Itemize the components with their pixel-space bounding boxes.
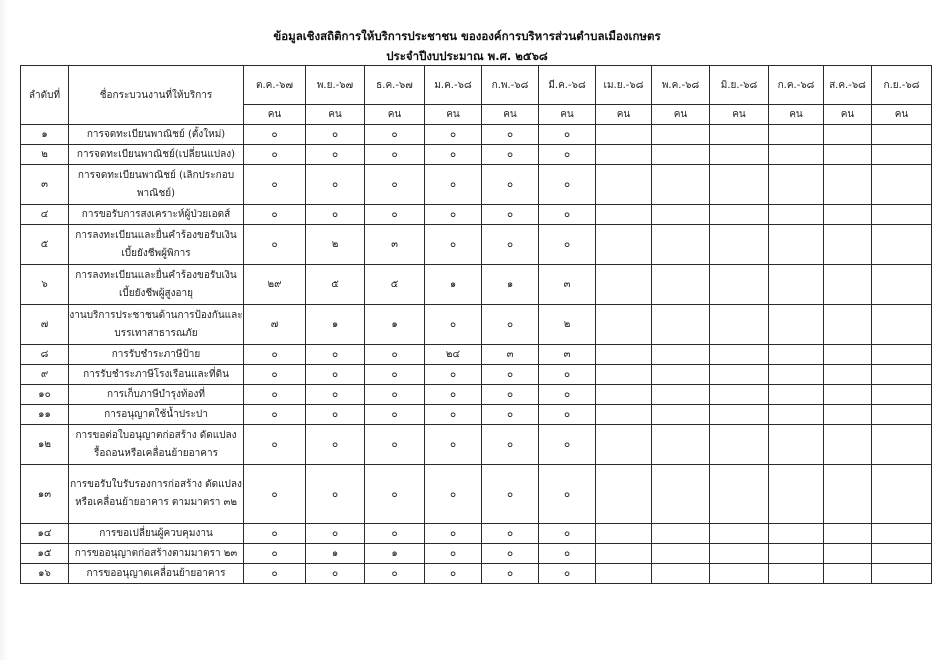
month-count-cell: ๐ [482, 165, 539, 205]
month-count-cell [652, 345, 710, 365]
service-name: การขอเปลี่ยนผู้ควบคุมงาน [69, 524, 244, 544]
service-name: การจดทะเบียนพาณิชย์ (ตั้งใหม่) [69, 125, 244, 145]
header-unit: คน [596, 105, 652, 125]
month-count-cell: ๐ [482, 225, 539, 265]
month-count-cell [872, 205, 932, 225]
month-count-cell [824, 365, 872, 385]
month-count-cell [652, 564, 710, 584]
month-count-cell [652, 365, 710, 385]
month-count-cell: ๐ [306, 345, 365, 365]
header-unit: คน [539, 105, 596, 125]
month-count-cell: ๐ [244, 544, 306, 564]
month-count-cell [824, 225, 872, 265]
month-count-cell [872, 544, 932, 564]
month-count-cell [596, 564, 652, 584]
row-index: ๖ [21, 265, 69, 305]
month-count-cell [872, 385, 932, 405]
table-row [21, 205, 932, 225]
month-count-cell [872, 405, 932, 425]
month-count-cell [652, 524, 710, 544]
month-count-cell: ๕ [365, 265, 425, 305]
month-count-cell: ๑ [306, 544, 365, 564]
month-count-cell [872, 145, 932, 165]
service-name: การขอรับใบรับรองการก่อสร้าง ดัดแปลงหรือเคลื่อนย้ายอาคาร ตามมาตรา ๓๒ [69, 465, 244, 524]
month-count-cell: ๒๔ [425, 345, 482, 365]
month-count-cell [710, 305, 769, 345]
month-count-cell: ๐ [425, 365, 482, 385]
month-count-cell: ๐ [539, 524, 596, 544]
month-count-cell: ๐ [539, 425, 596, 465]
month-count-cell: ๐ [482, 205, 539, 225]
month-count-cell: ๑ [425, 265, 482, 305]
header-month: ก.ค.-๖๘ [769, 66, 824, 105]
service-name: การเก็บภาษีบำรุงท้องที่ [69, 385, 244, 405]
month-count-cell: ๐ [306, 425, 365, 465]
month-count-cell: ๐ [365, 165, 425, 205]
row-index: ๗ [21, 305, 69, 345]
month-count-cell [652, 125, 710, 145]
month-count-cell [824, 165, 872, 205]
document-title: ข้อมูลเชิงสถิติการให้บริการประชาชน ขององค์การบริหารส่วนตำบลเมืองเกษตร [273, 29, 661, 43]
month-count-cell: ๐ [306, 165, 365, 205]
month-count-cell [710, 425, 769, 465]
month-count-cell [710, 385, 769, 405]
month-count-cell: ๐ [244, 125, 306, 145]
month-count-cell [596, 225, 652, 265]
month-count-cell: ๐ [306, 405, 365, 425]
row-index: ๔ [21, 205, 69, 225]
table-row [21, 544, 932, 564]
month-count-cell [824, 544, 872, 564]
month-count-cell [652, 405, 710, 425]
month-count-cell: ๐ [482, 544, 539, 564]
month-count-cell: ๓ [539, 345, 596, 365]
header-unit: คน [710, 105, 769, 125]
table-row [21, 365, 932, 385]
table-row [21, 345, 932, 365]
month-count-cell [710, 544, 769, 564]
month-count-cell [710, 125, 769, 145]
service-name: การลงทะเบียนและยื่นคำร้องขอรับเงินเบี้ยยังชีพผู้พิการ [69, 225, 244, 265]
month-count-cell [710, 524, 769, 544]
month-count-cell: ๐ [482, 365, 539, 385]
table-row [21, 165, 932, 205]
month-count-cell: ๐ [244, 205, 306, 225]
table-row [21, 465, 932, 524]
row-index: ๑ [21, 125, 69, 145]
row-index: ๑๖ [21, 564, 69, 584]
month-count-cell: ๐ [244, 465, 306, 524]
header-month: ต.ค.-๖๗ [244, 66, 306, 105]
month-count-cell: ๐ [425, 564, 482, 584]
month-count-cell [710, 165, 769, 205]
month-count-cell [652, 305, 710, 345]
month-count-cell [769, 405, 824, 425]
month-count-cell [596, 145, 652, 165]
month-count-cell [824, 524, 872, 544]
header-month: พ.ย.-๖๗ [306, 66, 365, 105]
service-name: การรับชำระภาษีป้าย [69, 345, 244, 365]
month-count-cell: ๐ [244, 564, 306, 584]
service-name: การขออนุญาตก่อสร้างตามมาตรา ๒๓ [69, 544, 244, 564]
table-row [21, 564, 932, 584]
month-count-cell: ๐ [306, 564, 365, 584]
month-count-cell: ๐ [539, 125, 596, 145]
month-count-cell: ๐ [365, 345, 425, 365]
month-count-cell: ๐ [244, 365, 306, 385]
month-count-cell: ๐ [425, 425, 482, 465]
row-index: ๑๒ [21, 425, 69, 465]
month-count-cell [596, 524, 652, 544]
service-name: งานบริการประชาชนด้านการป้องกันและบรรเทาสาธารณภัย [69, 305, 244, 345]
month-count-cell [710, 205, 769, 225]
month-count-cell: ๐ [539, 465, 596, 524]
month-count-cell: ๐ [425, 305, 482, 345]
month-count-cell [710, 265, 769, 305]
month-count-cell [824, 405, 872, 425]
service-name: การจดทะเบียนพาณิชย์ (เลิกประกอบพาณิชย์) [69, 165, 244, 205]
month-count-cell: ๑ [365, 305, 425, 345]
month-count-cell [872, 425, 932, 465]
month-count-cell: ๐ [244, 225, 306, 265]
month-count-cell: ๐ [365, 145, 425, 165]
service-name: การลงทะเบียนและยื่นคำร้องขอรับเงินเบี้ยยังชีพผู้สูงอายุ [69, 265, 244, 305]
month-count-cell: ๐ [482, 564, 539, 584]
month-count-cell [652, 465, 710, 524]
month-count-cell: ๐ [365, 524, 425, 544]
month-count-cell: ๐ [425, 544, 482, 564]
month-count-cell [596, 165, 652, 205]
month-count-cell [596, 125, 652, 145]
service-name: การอนุญาตใช้น้ำประปา [69, 405, 244, 425]
month-count-cell [872, 225, 932, 265]
header-unit: คน [365, 105, 425, 125]
month-count-cell [652, 544, 710, 564]
table-row [21, 385, 932, 405]
month-count-cell: ๐ [244, 165, 306, 205]
month-count-cell: ๓ [365, 225, 425, 265]
month-count-cell [824, 205, 872, 225]
header-service-name: ชื่อกระบวนงานที่ให้บริการ [69, 66, 244, 125]
header-index: ลำดับที่ [21, 66, 69, 125]
month-count-cell: ๐ [482, 425, 539, 465]
month-count-cell: ๐ [306, 125, 365, 145]
row-index: ๒ [21, 145, 69, 165]
header-month: เม.ย.-๖๘ [596, 66, 652, 105]
month-count-cell [710, 345, 769, 365]
month-count-cell [824, 125, 872, 145]
month-count-cell: ๐ [244, 345, 306, 365]
month-count-cell: ๐ [244, 425, 306, 465]
month-count-cell [769, 524, 824, 544]
month-count-cell [769, 365, 824, 385]
month-count-cell: ๐ [539, 145, 596, 165]
month-count-cell: ๐ [425, 205, 482, 225]
month-count-cell: ๐ [365, 205, 425, 225]
month-count-cell: ๐ [365, 405, 425, 425]
header-month: ม.ค.-๖๘ [425, 66, 482, 105]
month-count-cell: ๑ [482, 265, 539, 305]
month-count-cell: ๐ [482, 465, 539, 524]
month-count-cell: ๓ [482, 345, 539, 365]
month-count-cell [824, 385, 872, 405]
header-month: มิ.ย.-๖๘ [710, 66, 769, 105]
month-count-cell [872, 365, 932, 385]
month-count-cell [710, 145, 769, 165]
header-unit: คน [769, 105, 824, 125]
month-count-cell [769, 225, 824, 265]
month-count-cell [652, 165, 710, 205]
month-count-cell: ๐ [482, 145, 539, 165]
document-subtitle: ประจำปีงบประมาณ พ.ศ. ๒๕๖๘ [386, 49, 548, 63]
month-count-cell [769, 205, 824, 225]
header-unit: คน [824, 105, 872, 125]
month-count-cell [824, 145, 872, 165]
month-count-cell: ๐ [365, 125, 425, 145]
month-count-cell [596, 365, 652, 385]
month-count-cell: ๒๙ [244, 265, 306, 305]
month-count-cell: ๒ [539, 305, 596, 345]
month-count-cell: ๐ [425, 125, 482, 145]
row-index: ๑๑ [21, 405, 69, 425]
month-count-cell: ๐ [539, 544, 596, 564]
month-count-cell: ๐ [306, 365, 365, 385]
statistics-table [20, 65, 932, 584]
service-name: การขอรับการสงเคราะห์ผู้ป่วยเอดส์ [69, 205, 244, 225]
month-count-cell [769, 425, 824, 465]
table-row [21, 225, 932, 265]
header-unit: คน [652, 105, 710, 125]
month-count-cell: ๐ [482, 305, 539, 345]
month-count-cell [596, 405, 652, 425]
month-count-cell [824, 465, 872, 524]
table-body [21, 125, 932, 584]
month-count-cell [769, 165, 824, 205]
month-count-cell: ๐ [306, 145, 365, 165]
month-count-cell: ๐ [482, 385, 539, 405]
row-index: ๓ [21, 165, 69, 205]
month-count-cell [596, 345, 652, 365]
month-count-cell: ๐ [306, 524, 365, 544]
service-name: การขออนุญาตเคลื่อนย้ายอาคาร [69, 564, 244, 584]
month-count-cell [652, 385, 710, 405]
table-row [21, 305, 932, 345]
table-row [21, 265, 932, 305]
month-count-cell [824, 564, 872, 584]
month-count-cell: ๐ [539, 225, 596, 265]
header-month: ก.ย.-๖๘ [872, 66, 932, 105]
month-count-cell: ๓ [539, 265, 596, 305]
month-count-cell: ๐ [365, 365, 425, 385]
row-index: ๑๕ [21, 544, 69, 564]
month-count-cell [872, 345, 932, 365]
header-unit: คน [425, 105, 482, 125]
service-name: การจดทะเบียนพาณิชย์(เปลี่ยนแปลง) [69, 145, 244, 165]
header-month: มี.ค.-๖๘ [539, 66, 596, 105]
month-count-cell [769, 465, 824, 524]
month-count-cell [596, 544, 652, 564]
header-unit: คน [482, 105, 539, 125]
month-count-cell [769, 345, 824, 365]
month-count-cell [652, 225, 710, 265]
month-count-cell: ๑ [365, 544, 425, 564]
month-count-cell [872, 305, 932, 345]
month-count-cell [824, 265, 872, 305]
month-count-cell [872, 465, 932, 524]
month-count-cell: ๑ [306, 305, 365, 345]
header-month: ส.ค.-๖๘ [824, 66, 872, 105]
month-count-cell [824, 305, 872, 345]
month-count-cell: ๐ [482, 524, 539, 544]
month-count-cell [596, 465, 652, 524]
month-count-cell: ๐ [306, 385, 365, 405]
month-count-cell [769, 385, 824, 405]
month-count-cell [710, 465, 769, 524]
row-index: ๑๐ [21, 385, 69, 405]
month-count-cell [652, 205, 710, 225]
month-count-cell: ๐ [306, 205, 365, 225]
month-count-cell [769, 125, 824, 145]
month-count-cell [824, 425, 872, 465]
month-count-cell [769, 564, 824, 584]
table-row [21, 425, 932, 465]
month-count-cell [652, 145, 710, 165]
header-row [21, 66, 932, 105]
month-count-cell: ๐ [365, 425, 425, 465]
month-count-cell: ๐ [425, 165, 482, 205]
month-count-cell [710, 225, 769, 265]
month-count-cell: ๐ [539, 205, 596, 225]
month-count-cell [769, 544, 824, 564]
month-count-cell: ๐ [539, 564, 596, 584]
month-count-cell [652, 425, 710, 465]
month-count-cell: ๐ [425, 145, 482, 165]
month-count-cell [596, 265, 652, 305]
row-index: ๑๓ [21, 465, 69, 524]
month-count-cell [710, 365, 769, 385]
month-count-cell [872, 524, 932, 544]
month-count-cell: ๐ [482, 405, 539, 425]
month-count-cell [872, 265, 932, 305]
month-count-cell: ๐ [425, 465, 482, 524]
row-index: ๕ [21, 225, 69, 265]
month-count-cell: ๐ [425, 225, 482, 265]
month-count-cell: ๐ [365, 564, 425, 584]
month-count-cell: ๐ [425, 385, 482, 405]
month-count-cell [824, 345, 872, 365]
month-count-cell [596, 305, 652, 345]
month-count-cell: ๐ [539, 405, 596, 425]
table-row [21, 524, 932, 544]
month-count-cell [872, 564, 932, 584]
header-unit: คน [872, 105, 932, 125]
row-index: ๑๔ [21, 524, 69, 544]
month-count-cell: ๐ [244, 145, 306, 165]
table-row [21, 405, 932, 425]
month-count-cell: ๗ [244, 305, 306, 345]
scan-edge-shade [0, 0, 8, 660]
month-count-cell: ๒ [306, 225, 365, 265]
service-name: การขอต่อใบอนุญาตก่อสร้าง ดัดแปลง รื้อถอนหรือเคลื่อนย้ายอาคาร [69, 425, 244, 465]
header-month: พ.ค.-๖๘ [652, 66, 710, 105]
month-count-cell [652, 265, 710, 305]
table-row [21, 145, 932, 165]
header-month: ธ.ค.-๖๗ [365, 66, 425, 105]
month-count-cell: ๐ [365, 385, 425, 405]
month-count-cell [769, 145, 824, 165]
header-unit: คน [244, 105, 306, 125]
month-count-cell: ๐ [539, 365, 596, 385]
month-count-cell [872, 165, 932, 205]
month-count-cell: ๕ [306, 265, 365, 305]
month-count-cell: ๐ [244, 385, 306, 405]
month-count-cell [596, 425, 652, 465]
month-count-cell [596, 205, 652, 225]
table-row [21, 125, 932, 145]
month-count-cell: ๐ [244, 524, 306, 544]
header-unit: คน [306, 105, 365, 125]
month-count-cell: ๐ [539, 165, 596, 205]
month-count-cell [769, 305, 824, 345]
month-count-cell [596, 385, 652, 405]
month-count-cell: ๐ [365, 465, 425, 524]
month-count-cell: ๐ [482, 125, 539, 145]
month-count-cell: ๐ [306, 465, 365, 524]
row-index: ๘ [21, 345, 69, 365]
header-month: ก.พ.-๖๘ [482, 66, 539, 105]
month-count-cell: ๐ [244, 405, 306, 425]
month-count-cell [710, 564, 769, 584]
month-count-cell [769, 265, 824, 305]
month-count-cell [872, 125, 932, 145]
service-name: การรับชำระภาษีโรงเรือนและที่ดิน [69, 365, 244, 385]
month-count-cell: ๐ [425, 405, 482, 425]
month-count-cell [710, 405, 769, 425]
month-count-cell: ๐ [539, 385, 596, 405]
row-index: ๙ [21, 365, 69, 385]
month-count-cell: ๐ [425, 524, 482, 544]
